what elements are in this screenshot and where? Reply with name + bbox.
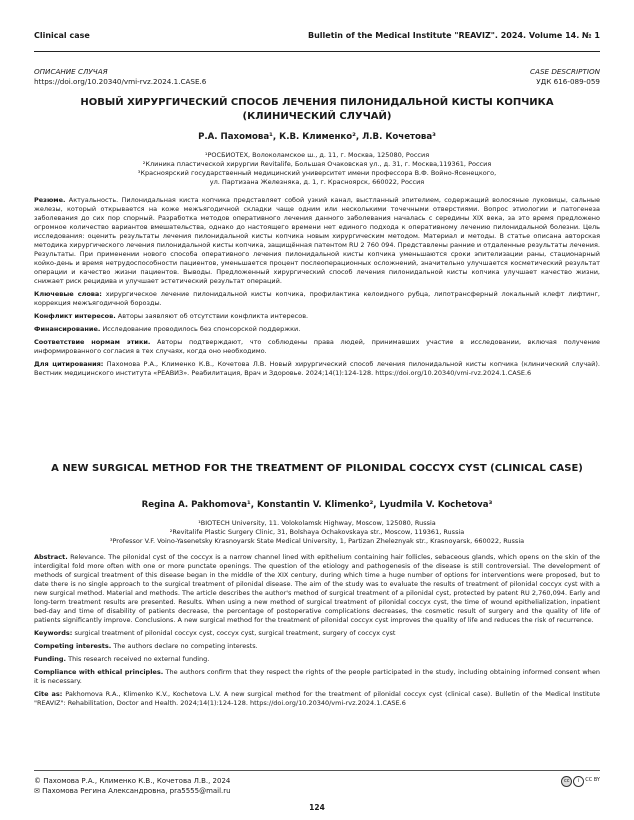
affil-en-3: ³Professor V.F. Voino-Yasenetsky Krasnoyarsk State Medical University, 1, Partizan Zheleznyak str., Krasnoyarsk, 660022, Russia	[109, 537, 525, 545]
funding-en-text: This research received no external funding.	[68, 655, 210, 663]
ethics-en-label: Compliance with ethical principles.	[34, 668, 164, 676]
funding-en-label: Funding.	[34, 655, 67, 663]
abstract-en-label: Abstract.	[34, 553, 68, 561]
affil-ru-2: ²Клиника пластической хирургии Revitalife, Большая Очаковская ул., д. 31, г. Москва,119361, Россия	[142, 160, 492, 168]
conflict-ru-label: Конфликт интересов.	[34, 312, 116, 320]
title-en: A NEW SURGICAL METHOD FOR THE TREATMENT OF PILONIDAL COCCYX CYST (CLINICAL CASE)	[51, 463, 583, 474]
affiliations-ru	[60, 151, 574, 187]
ethics-ru	[34, 338, 600, 356]
article-type-en: CASE DESCRIPTION	[530, 67, 600, 76]
page-number: 124	[309, 803, 325, 812]
cite-en	[34, 690, 600, 708]
abstract-ru-label: Резюме.	[34, 196, 66, 204]
abstract-ru-block	[34, 196, 600, 378]
copyright-line: © Пахомова Р.А., Клименко К.В., Кочетова Л.В., 2024	[34, 777, 231, 785]
cite-en-text: Pakhomova R.A., Klimenko K.V., Kochetova L.V. A new surgical method for the treatment of pilonidal coccyx cyst (clinical case). Bulletin of the Medical Institute "REAVIZ": Rehabilitation, Doctor and Health. 2024;14(1):124-128. https://doi.org/10.20340/vmi-rvz.2024.1.CASE.6	[34, 690, 600, 707]
license-text: CC BY	[585, 777, 600, 783]
cite-ru-label: Для цитирования:	[34, 360, 104, 368]
affil-en-2: ²Revitalife Plastic Surgery Clinic, 31, Bolshaya Ochakovskaya str., Moscow, 119361, Russia	[169, 528, 465, 536]
conflict-en	[34, 642, 600, 651]
doi-link[interactable]: https://doi.org/10.20340/vmi-rvz.2024.1.CASE.6	[34, 76, 207, 86]
footer	[34, 776, 231, 796]
affil-ru-3b: ул. Партизана Железняка, д. 1, г. Красноярск, 660022, Россия	[209, 178, 425, 186]
ethics-ru-text: Авторы подтверждают, что соблюдены права людей, принимавших участие в исследовании, включая получение информированного согласия в тех случаях, когда оно необходимо.	[34, 338, 600, 355]
conflict-ru	[34, 312, 600, 321]
keywords-en-text: surgical treatment of pilonidal coccyx cyst, coccyx cyst, surgical treatment, surgery of coccyx cyst	[74, 629, 396, 637]
running-header	[34, 31, 600, 52]
abstract-en-block	[34, 553, 600, 708]
conflict-en-label: Competing interests.	[34, 642, 112, 650]
funding-ru-label: Финансирование.	[34, 325, 101, 333]
affil-ru-3a: ³Красноярский государственный медицинский университет имени профессора В.Ф. Войно-Ясенецкого,	[137, 169, 497, 177]
ethics-ru-label: Соответствие нормам этики.	[34, 338, 151, 346]
keywords-en	[34, 629, 600, 638]
affil-ru-1: ¹РОСБИОТЕХ, Волоколамское ш., д. 11, г. Москва, 125080, Россия	[204, 151, 430, 159]
authors-ru: Р.А. Пахомова¹, К.В. Клименко², Л.В. Кочетова³	[198, 132, 436, 142]
abstract-ru-text: Актуальность. Пилонидальная киста копчика представляет собой узкий канал, выстланный эпителием, содержащий волосяные луковицы, сальные железы, который открывается на коже межъягодичной складки чаще одним или несколькими точечными отверстиями. Вопрос этиологии и патогенеза заболевания до сих пор спорный. Разработка методов оперативного лечения данного заболевания началась с середины XIX века, за это время предложено огромное количество вариантов вмешательства, однако до настоящего времени нет единого подхода к оперативному лечению пилонидальной болезни. Цель исследования: оценить результаты лечения пилонидальной кисты копчика новым хирургическим методом. Материал и методы. В статье описана авторская методика хирургического лечения пилонидальной кисты копчика, защищённая патентом RU 2 760 094. Представлены ранние и отдаленные результаты лечения. Результаты. При применении нового способа оперативного лечения пилонидальной кисты копчика уменьшаются сроки эпителизации раны, стационарный койко-день и время нетрудоспособности пациентов, уменьшается процент послеоперационных осложнений, значительно улучшается косметический результат операции и качество жизни пациентов. Выводы. Предложенный хирургический способ лечения пилонидальной кисты копчика улучшает качество жизни, снижает риск рецидива и улучшает эстетический результат операций.	[34, 196, 600, 285]
article-meta	[34, 67, 600, 86]
abstract-en-text: Relevance. The pilonidal cyst of the coccyx is a narrow channel lined with epithelium containing hair follicles, sebaceous glands, which opens on the skin of the interdigital fold more often with one or more punctate openings. The question of the etiology and pathogenesis of the disease is still controversial. The development of methods of surgical treatment of this disease began in the middle of the XIX century, during which time a huge number of options for interventions were proposed, but to date there is no single approach to the surgical treatment of pilonidal disease. The aim of the study was to evaluate the results of treatment of pilonidal coccyx cyst with a new surgical method. Material and methods. The article describes the author's method of surgical treatment of a pilonidal cyst, protected by patent RU 2,760,094. Early and long-term treatment results are presented. Results. When using a new method of surgical treatment of pilonidal coccyx cyst, the time of wound epithelialization, inpatient bed-day and time of disability of patients decrease, the percentage of postoperative complications decreases, the cosmetic result of surgery and the quality of life of patients significantly improve. Conclusions. A new surgical method for the treatment of pilonidal coccyx cyst improves the quality of life and reduces the risk of recurrence.	[34, 553, 600, 624]
keywords-ru	[34, 290, 600, 308]
cite-ru	[34, 360, 600, 378]
keywords-ru-label: Ключевые слова:	[34, 290, 102, 298]
header-section: Clinical case	[34, 31, 90, 40]
authors-en: Regina A. Pakhomova¹, Konstantin V. Klimenko², Lyudmila V. Kochetova³	[141, 500, 493, 510]
header-journal: Bulletin of the Medical Institute "REAVIZ". 2024. Volume 14. № 1	[308, 31, 600, 40]
udc-code: УДК 616-089-059	[536, 76, 600, 86]
cc-icon: cc	[561, 776, 572, 787]
affiliations-en	[40, 519, 594, 546]
article-type-ru: ОПИСАНИЕ СЛУЧАЯ	[34, 67, 108, 76]
funding-ru	[34, 325, 600, 334]
cite-ru-text: Пахомова Р.А., Клименко К.В., Кочетова Л.В. Новый хирургический способ лечения пилонидальной кисты копчика (клинический случай). Вестник медицинского института «РЕАВИЗ». Реабилитация, Врач и Здоровье. 2024;14(1):124-128. https://doi.org/10.20340/vmi-rvz.2024.1.CASE.6	[34, 360, 600, 377]
footer-divider	[34, 770, 600, 771]
funding-en	[34, 655, 600, 664]
cite-en-label: Cite as:	[34, 690, 63, 698]
contact-line: ✉ Пахомова Регина Александровна, pra5555@mail.ru	[34, 787, 231, 795]
ethics-en-text: The authors confirm that they respect the rights of the people participated in the study, including obtaining informed consent when it is necessary.	[34, 668, 600, 685]
keywords-en-label: Keywords:	[34, 629, 73, 637]
abstract-en	[34, 553, 600, 625]
abstract-ru	[34, 196, 600, 286]
keywords-ru-text: хирургическое лечение пилонидальной кисты копчика, профилактика келоидного рубца, липотрансферный локальный клефт лифтинг, коррекция межъягодичной борозды.	[34, 290, 600, 307]
license-badge[interactable]	[561, 776, 600, 787]
ethics-en	[34, 668, 600, 686]
funding-ru-text: Исследование проводилось без спонсорской поддержки.	[102, 325, 301, 333]
affil-en-1: ¹BIOTECH University, 11. Volokolamsk Highway, Moscow, 125080, Russia	[198, 519, 436, 527]
title-ru: НОВЫЙ ХИРУРГИЧЕСКИЙ СПОСОБ ЛЕЧЕНИЯ ПИЛОНИДАЛЬНОЙ КИСТЫ КОПЧИКА (КЛИНИЧЕСКИЙ СЛУЧАЙ)	[80, 97, 554, 122]
conflict-ru-text: Авторы заявляют об отсутствии конфликта интересов.	[117, 312, 309, 320]
conflict-en-text: The authors declare no competing interests.	[113, 642, 258, 650]
by-icon: i	[573, 776, 584, 787]
